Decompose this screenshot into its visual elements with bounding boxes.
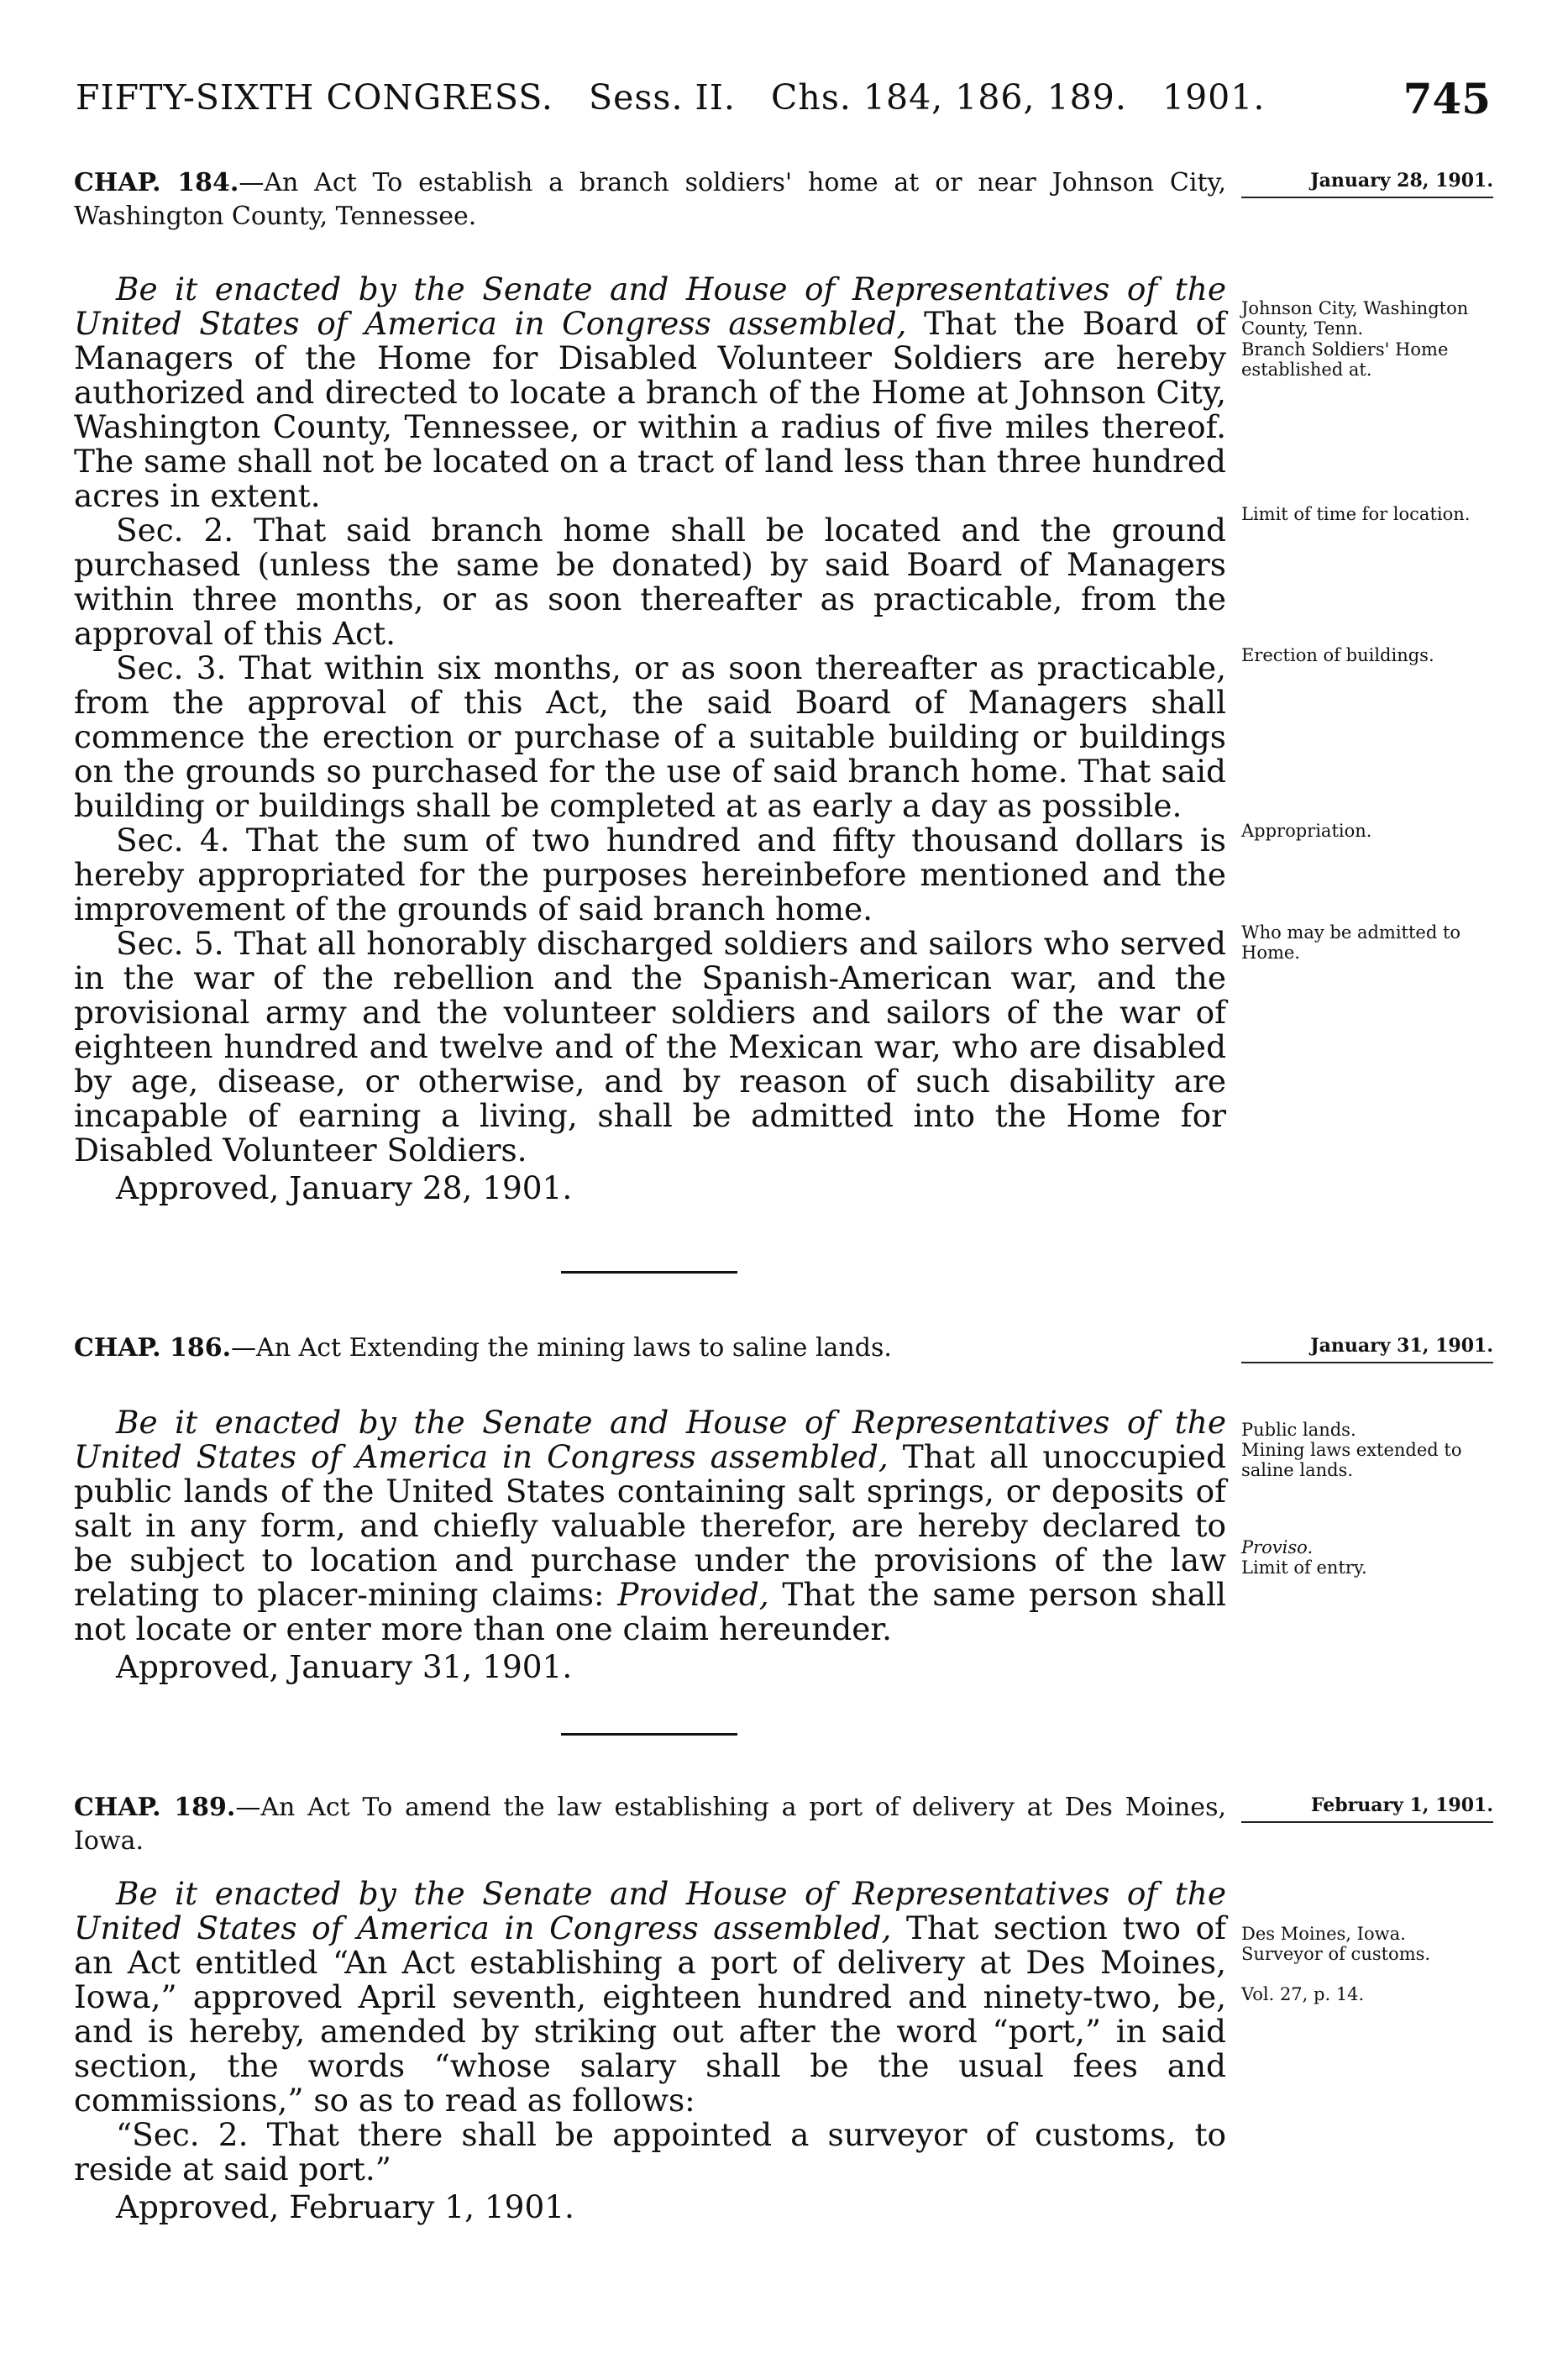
note-erection: Erection of buildings. <box>1241 645 1434 665</box>
note-surveyor: Surveyor of customs. <box>1241 1944 1431 1964</box>
note-mining-laws: Mining laws extended to saline lands. <box>1241 1440 1462 1480</box>
chap189-body-text: That section two of an Act entitled “An Act establishing a port of delivery at Des Moines, Iowa,” approved April seventh, eighteen hundred and ninety-two, be, and is hereby, amended by striking out after the word “port,” in said section, the words “whose salary shall be the usual fees and commissions,” so as to read as follows: <box>74 1909 1226 2119</box>
chap186-enacting: Be it enacted by the Senate and House of Representatives of the United States of America in Congress assembled, <box>74 1404 1226 1475</box>
chap189-label: CHAP. 189. <box>74 1793 236 1822</box>
note-public-lands: Public lands. <box>1241 1420 1356 1440</box>
chap186-body-text: That all unoccupied public lands of the United States containing salt springs, or deposits of salt in any form, and chiefly valuable therefor, are hereby declared to be subject to location and purchase under the provisions of the law relating to placer-mining claims: <box>74 1438 1226 1613</box>
chap184-approved: Approved, January 28, 1901. <box>116 1169 573 1206</box>
congress-label: FIFTY-SIXTH CONGRESS. <box>76 77 553 118</box>
chap184-enacting: Be it enacted by the Senate and House of Representatives of the United States of America in Congress assembled, <box>74 270 1226 342</box>
chap189-title: —An Act To amend the law establishing a port of delivery at Des Moines, Iowa. <box>74 1793 1226 1856</box>
chap186-date: January 31, 1901. <box>1241 1335 1493 1363</box>
chap189-enacting: Be it enacted by the Senate and House of Representatives of the United States of America in Congress assembled, <box>74 1875 1226 1946</box>
chap186-approved: Approved, January 31, 1901. <box>116 1648 573 1685</box>
running-header <box>76 74 1491 136</box>
chap189-approved: Approved, February 1, 1901. <box>116 2188 574 2225</box>
section-divider <box>561 1271 737 1274</box>
chap184-block <box>74 166 1226 1205</box>
note-des-moines: Des Moines, Iowa. <box>1241 1924 1406 1944</box>
chap189-block <box>74 1791 1226 2224</box>
chap189-body <box>74 1877 1226 2118</box>
note-johnson-city: Johnson City, Washington County, Tenn. <box>1241 298 1469 339</box>
chap184-sec4: Sec. 4. That the sum of two hundred and fifty thousand dollars is hereby appropriated for the purposes hereinbefore mentioned and the improvement of the grounds of said branch home. <box>74 822 1226 927</box>
chap184-title: —An Act To establish a branch soldiers' home at or near Johnson City, Washington County, Tennessee. <box>74 168 1227 231</box>
chap184-sec1-text: That the Board of Managers of the Home for Disabled Volunteer Soldiers are hereby authorized and directed to locate a branch of the Home at Johnson City, Washington County, Tennessee, or within a radius of five miles thereof. The same shall not be located on a tract of land less than three hundred acres in extent. <box>74 305 1227 514</box>
chap186-block <box>74 1331 1226 1684</box>
chap184-sec1 <box>74 272 1226 513</box>
chap186-heading <box>74 1331 1226 1365</box>
chap186-title: —An Act Extending the mining laws to saline lands. <box>231 1333 892 1363</box>
chap189-date: February 1, 1901. <box>1241 1794 1493 1823</box>
chap186-body <box>74 1405 1226 1647</box>
chap184-sec5: Sec. 5. That all honorably discharged soldiers and sailors who served in the war of the rebellion and the Spanish-American war, and the provisional army and the volunteer soldiers and sailors of the war of eighteen hundred and twelve and of the Mexican war, who are disabled by age, disease, or otherwise, and by reason of such disability are incapable of earning a living, shall be admitted into the Home for Disabled Volunteer Soldiers. <box>74 925 1226 1169</box>
chap184-sec2: Sec. 2. That said branch home shall be located and the ground purchased (unless the same be donated) by said Board of Managers within three months, or as soon thereafter as practicable, from the approval of this Act. <box>74 512 1226 652</box>
chap184-sec3: Sec. 3. That within six months, or as soon thereafter as practicable, from the approval of this Act, the said Board of Managers shall commence the erection or purchase of a suitable building or buildings on the grounds so purchased for the use of said branch home. That said building or buildings shall be completed at as early a day as possible. <box>74 649 1226 824</box>
note-branch: Branch Soldiers' Home established at. <box>1241 339 1449 380</box>
session-label: Sess. II. <box>589 77 736 118</box>
chap189-quote: “Sec. 2. That there shall be appointed a surveyor of customs, to reside at said port.” <box>74 2116 1226 2188</box>
chap186-provided: Provided, <box>617 1576 769 1613</box>
note-proviso: Proviso. <box>1241 1537 1314 1557</box>
note-limit-entry: Limit of entry. <box>1241 1557 1367 1578</box>
chap186-body-text-2: That the same person shall not locate or enter more than one claim hereunder. <box>74 1576 1227 1647</box>
note-limit-time: Limit of time for location. <box>1241 504 1471 524</box>
chap189-heading <box>74 1791 1226 1858</box>
chapters-label: Chs. 184, 186, 189. <box>771 77 1127 118</box>
note-appropriation: Appropriation. <box>1241 821 1372 841</box>
section-divider-2 <box>561 1733 737 1736</box>
chap184-heading <box>74 166 1226 234</box>
header-left <box>76 77 1265 118</box>
chap184-date: January 28, 1901. <box>1241 170 1493 198</box>
page-number: 745 <box>1403 74 1491 123</box>
year-label: 1901. <box>1162 77 1266 118</box>
note-vol-ref: Vol. 27, p. 14. <box>1241 1984 1365 2004</box>
chap184-label: CHAP. 184. <box>74 168 239 197</box>
note-who-admitted: Who may be admitted to Home. <box>1241 922 1461 963</box>
chap186-label: CHAP. 186. <box>74 1333 232 1363</box>
